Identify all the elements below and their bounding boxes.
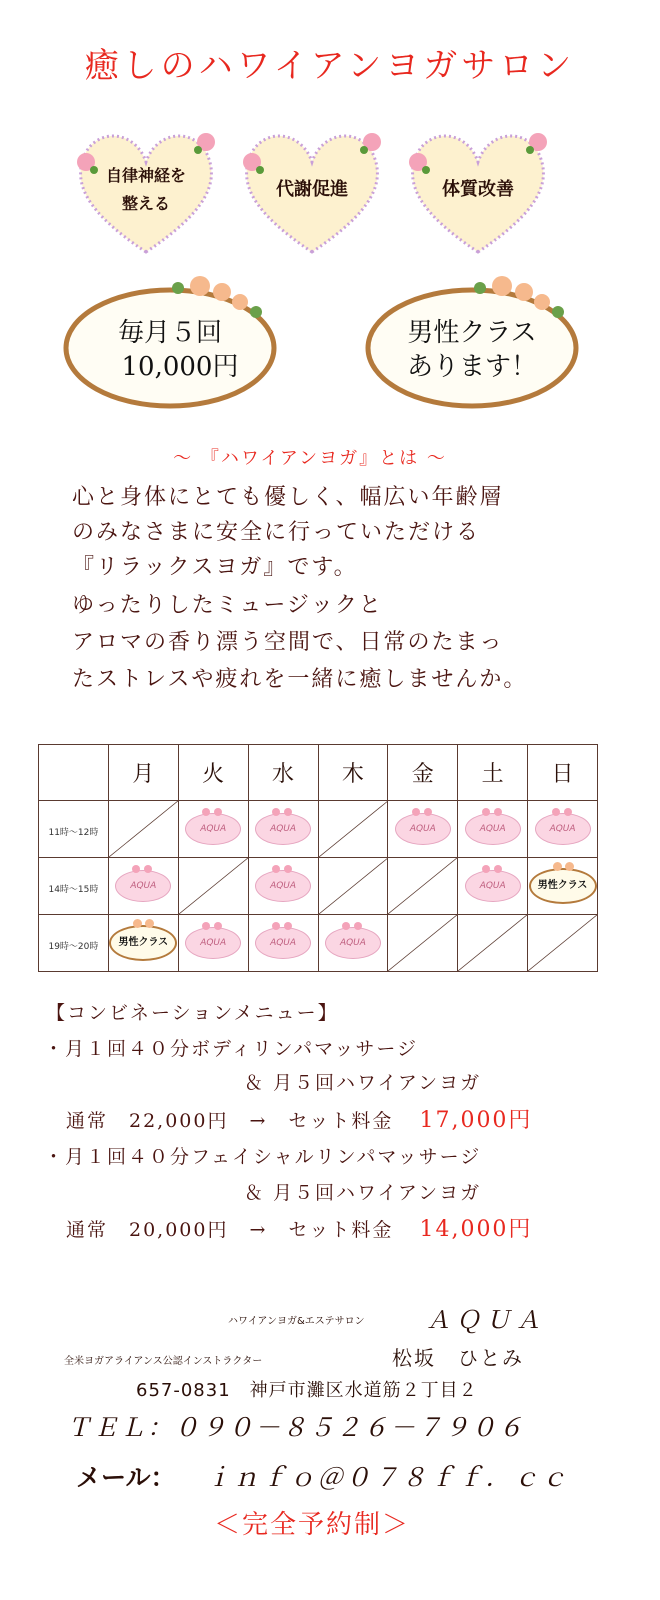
no-class-slash (458, 915, 527, 971)
mail-label: メール： (76, 1463, 176, 1492)
mail-address[interactable]: ｉｎｆｏ＠０７８ｆｆ．ｃｃ (205, 1463, 570, 1492)
class-cell-empty (318, 858, 388, 915)
aqua-class-badge (465, 870, 521, 902)
aqua-badge-label: AQUA (130, 881, 157, 891)
aqua-badge-label: AQUA (270, 824, 297, 834)
aqua-badge-label: AQUA (270, 881, 297, 891)
class-cell-aqua (458, 801, 528, 858)
day-header: 火 (178, 745, 248, 801)
heart-label: 代謝促進 (276, 179, 348, 200)
class-cell-empty (388, 915, 458, 972)
schedule-row (39, 858, 598, 915)
no-class-slash (109, 801, 178, 857)
oval-badge-monthly (60, 268, 280, 418)
schedule-corner (39, 745, 109, 801)
class-cell-aqua (178, 915, 248, 972)
class-cell-empty (318, 801, 388, 858)
time-slot-label: 14時～15時 (48, 884, 99, 895)
menu-item-addon: ＆ 月５回ハワイアンヨガ (244, 1182, 482, 1204)
class-cell-men (108, 915, 178, 972)
salon-name: ＡＱＵＡ (426, 1306, 546, 1334)
no-class-slash (388, 858, 457, 914)
day-header: 土 (458, 745, 528, 801)
aqua-badge-label: AQUA (549, 824, 576, 834)
aqua-badge-label: AQUA (200, 824, 227, 834)
salon-subtitle: ハワイアンヨガ&エステサロン (228, 1316, 365, 1327)
heart-label: 体質改善 (442, 179, 514, 200)
time-slot-cell (39, 915, 109, 972)
intro-heading: ～ 『ハワイアンヨガ』とは ～ (173, 448, 447, 469)
address: 657-0831 神戸市灘区水道筋２丁目２ (136, 1380, 478, 1401)
class-cell-aqua (388, 801, 458, 858)
class-cell-empty (388, 858, 458, 915)
intro-line: たストレスや疲れを一緒に癒しませんか。 (72, 667, 528, 692)
schedule-row (39, 801, 598, 858)
aqua-badge-label: AQUA (200, 938, 227, 948)
schedule-table (38, 744, 598, 972)
menu-price-row (66, 1212, 532, 1243)
men-badge-label: 男性クラス (537, 880, 588, 891)
reservation-note: ＜完全予約制＞ (214, 1510, 411, 1540)
intro-line: アロマの香り漂う空間で、日常のたまっ (72, 630, 504, 655)
aqua-class-badge (465, 813, 521, 845)
class-cell-empty (108, 801, 178, 858)
schedule-header-row (39, 745, 598, 801)
schedule-row (39, 915, 598, 972)
men-class-badge (529, 868, 597, 904)
menu-item-name: ・月１回４０分フェイシャルリンパマッサージ (44, 1146, 482, 1168)
aqua-class-badge (255, 927, 311, 959)
aqua-badge-label: AQUA (479, 824, 506, 834)
day-header: 月 (108, 745, 178, 801)
class-cell-aqua (248, 915, 318, 972)
intro-line: 『リラックスヨガ』です。 (72, 555, 358, 580)
instructor-name: 松坂 ひとみ (392, 1346, 524, 1370)
day-header: 木 (318, 745, 388, 801)
time-slot-cell (39, 858, 109, 915)
men-badge-label: 男性クラス (118, 937, 169, 948)
men-class-badge (109, 925, 177, 961)
oval-badge-men (362, 268, 582, 418)
intro-line: のみなさまに安全に行っていただける (72, 520, 481, 545)
heart-badge-metabolism (232, 122, 392, 262)
mail-row (76, 1458, 569, 1494)
menu-item-name: ・月１回４０分ボディリンパマッサージ (44, 1038, 419, 1060)
aqua-class-badge (255, 813, 311, 845)
day-header: 水 (248, 745, 318, 801)
class-cell-aqua (108, 858, 178, 915)
heart-label: 自律神経を 整える (105, 166, 186, 213)
class-cell-aqua (458, 858, 528, 915)
aqua-class-badge (185, 927, 241, 959)
oval-text: 毎月５回 10,000円 (117, 318, 239, 382)
aqua-badge-label: AQUA (409, 824, 436, 834)
oval-text: 男性クラス あります！ (406, 318, 537, 382)
heart-badge-autonomic (66, 122, 226, 262)
aqua-badge-label: AQUA (270, 938, 297, 948)
class-cell-aqua (248, 858, 318, 915)
tel: ＴＥＬ：０９０－８５２６－７９０６ (66, 1413, 526, 1442)
menu-set-price: 14,000円 (419, 1217, 533, 1242)
no-class-slash (179, 858, 248, 914)
class-cell-aqua (318, 915, 388, 972)
menu-normal-price: 通常 20,000円 → セット料金 (66, 1219, 394, 1241)
no-class-slash (319, 801, 388, 857)
time-slot-cell (39, 801, 109, 858)
class-cell-men (528, 858, 598, 915)
instructor-subtitle: 全米ヨガアライアンス公認インストラクター (64, 1356, 263, 1367)
no-class-slash (388, 915, 457, 971)
menu-item-addon: ＆ 月５回ハワイアンヨガ (244, 1072, 482, 1094)
class-cell-aqua (178, 801, 248, 858)
menu-normal-price: 通常 22,000円 → セット料金 (66, 1110, 394, 1132)
aqua-class-badge (185, 813, 241, 845)
aqua-class-badge (395, 813, 451, 845)
class-cell-empty (178, 858, 248, 915)
no-class-slash (528, 915, 597, 971)
menu-heading: 【コンビネーションメニュー】 (46, 1002, 339, 1024)
time-slot-label: 11時～12時 (48, 827, 99, 838)
day-header: 金 (388, 745, 458, 801)
aqua-badge-label: AQUA (479, 881, 506, 891)
page-title: 癒しのハワイアンヨガサロン (84, 46, 576, 86)
time-slot-label: 19時～20時 (48, 941, 99, 952)
menu-price-row (66, 1103, 532, 1134)
aqua-class-badge (115, 870, 171, 902)
intro-line: ゆったりしたミュージックと (72, 593, 383, 618)
aqua-badge-label: AQUA (339, 938, 366, 948)
class-cell-aqua (528, 801, 598, 858)
class-cell-empty (458, 915, 528, 972)
class-cell-empty (528, 915, 598, 972)
heart-badge-constitution (398, 122, 558, 262)
menu-set-price: 17,000円 (419, 1108, 533, 1133)
class-cell-aqua (248, 801, 318, 858)
day-header: 日 (528, 745, 598, 801)
aqua-class-badge (325, 927, 381, 959)
aqua-class-badge (255, 870, 311, 902)
aqua-class-badge (535, 813, 591, 845)
intro-line: 心と身体にとても優しく、幅広い年齢層 (72, 485, 504, 510)
no-class-slash (319, 858, 388, 914)
